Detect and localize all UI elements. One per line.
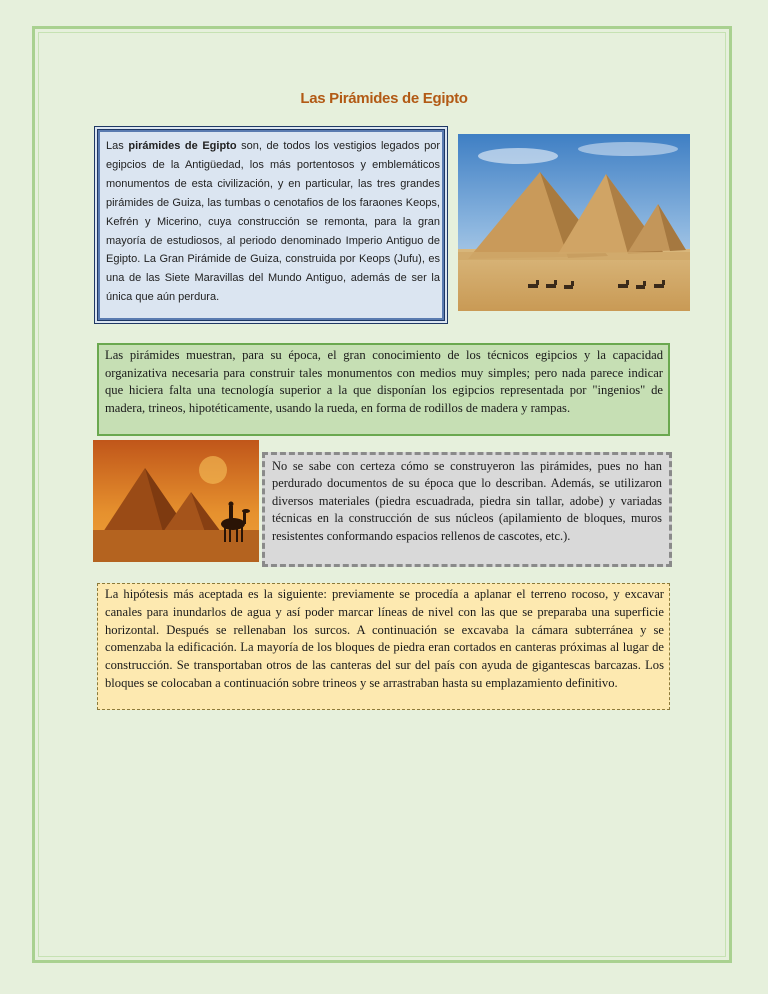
intro-text-start: Las [106, 140, 129, 152]
paragraph-construction-box: No se sabe con certeza cómo se construyeron las pirámides, pues no han perdurado documentos de su época que lo describan. Además, se utilizaron diversos materiales (piedra escuadrada, piedra sin tallar, adobe) y variadas técnicas en la construcción de sus núcleos (apilamiento de bloques, muros resistentes conformando espacios rellenos de cascotes, etc.). [262, 452, 672, 567]
sunset-pyramids-camel-photo [93, 440, 259, 562]
intro-bold-term: pirámides de Egipto [128, 140, 237, 152]
page-title: Las Pirámides de Egipto [300, 90, 468, 107]
paragraph-hypothesis-box: La hipótesis más aceptada es la siguiente: previamente se procedía a aplanar el terreno rocoso, y excavar canales para inundarlos de agua y así poder marcar líneas de nivel con las que se preparaba una superficie horizontal. Después se rellenaban los surcos. A continuación se excavaba la cámara subterránea y se comenzaba la edificación. La mayoría de los bloques de piedra eran cortados en canteras próximas al lugar de construcción. Se transportaban otros de las canteras del sur del país con ayuda de gigantescas barcazas. Los bloques se colocaban a continuación sobre trineos y se arrastraban hasta su emplazamiento definitivo. [97, 583, 670, 710]
giza-pyramids-photo [458, 134, 690, 311]
paragraph-knowledge-box: Las pirámides muestran, para su época, el gran conocimiento de los técnicos egipcios y la capacidad organizativa necesaria para construir tales monumentos con medios muy simples; pero nada parece indicar que hiciera falta una tecnología superior a la que disponían los egipcios representada por "ingenios" de madera, trineos, hipotéticamente, usando la rueda, en forma de rodillos de madera y rampas. [97, 343, 670, 436]
intro-box [94, 126, 448, 324]
intro-text-rest: son, de todos los vestigios legados por egipcios de la Antigüedad, los más portentosos y emblemáticos monumentos de esta civilización, y en particular, las tres grandes pirámides de Guiza, las tumbas o cenotafios de los faraones Keops, Kefrén y Micerino, cuya construcción se remonta, para la gran mayoría de estudiosos, al periodo denominado Imperio Antiguo de Egipto. La Gran Pirámide de Guiza, construida por Keops (Jufu), es una de las Siete Maravillas del Mundo Antiguo, además de ser la única que aún perdura. [106, 140, 440, 304]
